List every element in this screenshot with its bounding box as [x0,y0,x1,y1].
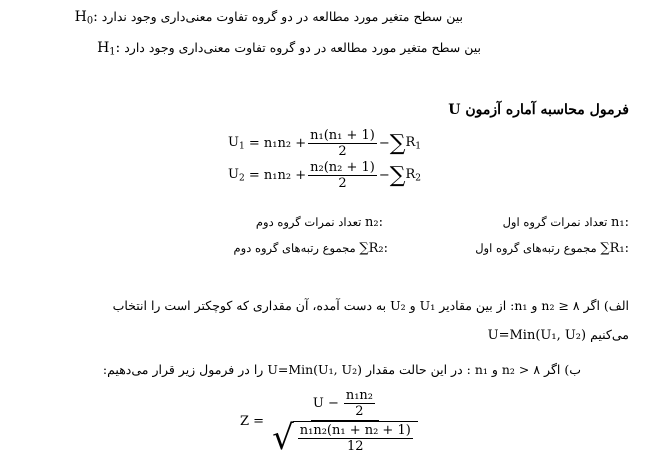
case-a-line2-formula: U=Min(U₁, U₂) [487,328,587,343]
u2-lhs-sub: 2 [238,173,245,184]
z-inner-numerator: n₁n₂ [345,388,374,403]
u1-minus: − [378,136,390,151]
u1-fraction [308,128,377,159]
h1-label: H [97,40,110,56]
u1-prefix: = n₁n₂ + [248,136,307,151]
h1-text: بین سطح متغیر مورد مطالعه در دو گروه تفاوت معنی‌داری وجود دارد [124,40,481,55]
z-radicand-fraction [298,423,413,454]
u1-equation [228,128,421,159]
z-lhs: Z = [240,413,265,429]
u1-numerator: n₁(n₁ + 1) [310,128,375,143]
definition-r2 [234,241,388,256]
h0-colon: : [93,9,98,25]
z-radicand-numerator: n₁n₂(n₁ + n₂ + 1) [299,423,411,438]
z-sqrt-sign: √ [272,418,294,459]
definition-n1 [503,215,629,230]
definition-n2-text: تعداد نمرات گروه دوم [255,215,362,229]
z-numerator [311,388,379,421]
u2-prefix: = n₁n₂ + [248,168,307,183]
case-a-line2-text: می‌کنیم [590,327,629,342]
u2-term [406,167,422,183]
definition-r1 [475,241,629,256]
definition-r1-text: مجموع رتبه‌های گروه اول [475,241,597,255]
case-a-line2 [488,327,629,343]
definition-r2-text: مجموع رتبه‌های گروه دوم [233,241,356,255]
h0-symbol [75,9,98,25]
u1-sigma: ∑ [389,130,406,156]
z-formula [240,388,420,459]
formula-heading [448,102,629,118]
u2-fraction [308,160,377,191]
z-numerator-prefix: U − [312,396,339,411]
definition-r2-symbol: ∑R₂: [359,241,388,256]
u2-numerator: n₂(n₂ + 1) [310,160,375,175]
definition-r1-symbol: ∑R₁: [600,241,629,256]
u1-lhs-symbol: U [228,135,239,151]
case-a-line1: الف) اگر ۸ ≤ n₂ و n₁: از بین مقادیر U₁ و U₂ به دست آمده، آن مقداری که کوچکتر است را انتخاب [112,298,629,313]
z-denominator [272,418,418,459]
formula-heading-text: فرمول محاسبه آماره آزمون [465,102,629,118]
formula-heading-symbol: U [448,102,461,118]
u1-denominator: 2 [338,144,347,159]
h1-symbol [97,40,120,56]
definition-n2 [256,215,383,230]
u2-term-symbol: R [405,167,416,183]
definition-n1-text: تعداد نمرات گروه اول [502,215,608,229]
definition-n2-symbol: n₂: [365,215,383,230]
u2-lhs [228,167,245,183]
z-sqrt [272,418,418,459]
z-inner-fraction [344,388,375,419]
u1-lhs [228,135,245,151]
definition-n1-symbol: n₁: [611,215,629,230]
u1-lhs-sub: 1 [238,141,245,152]
z-main-fraction [272,388,418,459]
z-sqrt-body [293,421,418,454]
h0-sub: 0 [86,15,94,27]
u1-term-symbol: R [405,135,416,151]
u2-denominator: 2 [338,176,347,191]
u1-term-sub: 1 [415,141,422,152]
u2-sigma: ∑ [389,162,406,188]
h0-label: H [74,9,87,25]
u2-term-sub: 2 [415,173,422,184]
h1-colon: : [115,40,121,56]
hypothesis-h0 [75,9,463,26]
u2-equation [228,160,421,191]
h0-text: بین سطح متغیر مورد مطالعه در دو گروه تفاوت معنی‌داری وجود ندارد [101,9,463,24]
case-b-line: ب) اگر ۸ < n₂ و n₁ : در این حالت مقدار U=Min(U₁, U₂) را در فرمول زیر قرار می‌دهیم: [102,362,581,377]
z-inner-denominator: 2 [355,404,364,419]
hypothesis-h1 [97,40,481,57]
z-radicand-denominator: 12 [347,439,364,454]
u2-minus: − [378,168,390,183]
u2-lhs-symbol: U [228,167,239,183]
h1-sub: 1 [109,46,116,58]
u1-term [406,135,422,151]
